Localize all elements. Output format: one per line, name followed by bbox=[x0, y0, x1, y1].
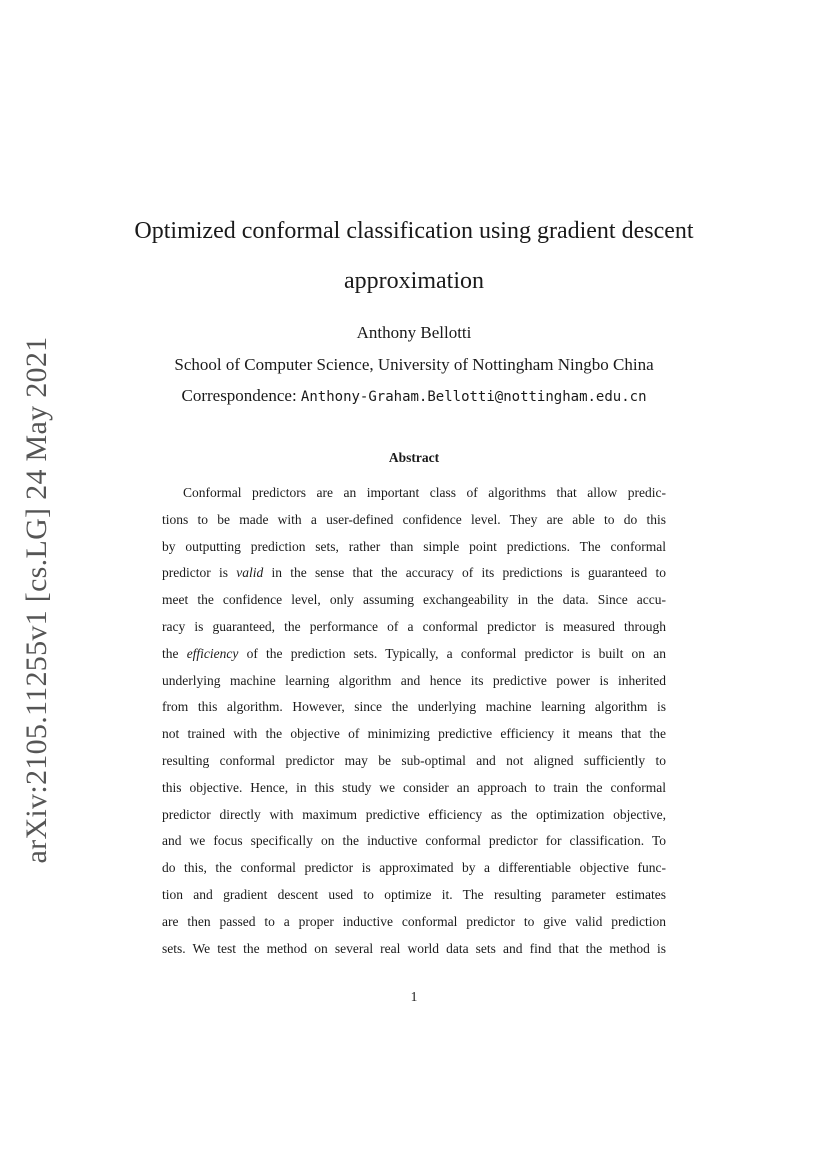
abstract-heading: Abstract bbox=[388, 450, 440, 465]
title-line-2: approximation bbox=[344, 268, 484, 294]
abstract-line: underlying machine learning algorithm and hence its predictive power is inherited bbox=[162, 672, 666, 688]
abstract-line: predictor directly with maximum predictive efficiency as the optimization objective, bbox=[162, 806, 666, 822]
abstract-line: racy is guaranteed, the performance of a conformal predictor is measured through bbox=[162, 618, 666, 634]
author-affiliation: School of Computer Science, University of Nottingham Ningbo China bbox=[174, 355, 654, 374]
page-number: 1 bbox=[410, 989, 418, 1004]
abstract-line: meet the confidence level, only assuming exchangeability in the data. Since accu- bbox=[162, 592, 666, 608]
author-name: Anthony Bellotti bbox=[356, 323, 472, 342]
abstract-line: not trained with the objective of minimizing predictive efficiency it means that the bbox=[162, 726, 666, 742]
abstract-line: from this algorithm. However, since the underlying machine learning algorithm is bbox=[162, 699, 666, 715]
arxiv-stamp: arXiv:2105.11255v1 [cs.LG] 24 May 2021 bbox=[20, 336, 53, 864]
paper-title bbox=[0, 206, 828, 306]
abstract-line: by outputting prediction sets, rather than simple point predictions. The conformal bbox=[162, 538, 666, 554]
abstract-line: resulting conformal predictor may be sub-optimal and not aligned sufficiently to bbox=[162, 752, 666, 768]
correspondence-line bbox=[0, 385, 828, 408]
correspondence-label: Correspondence: bbox=[181, 386, 301, 405]
abstract-line: and we focus specifically on the inductive conformal predictor for classification. To bbox=[162, 833, 666, 849]
abstract-line: are then passed to a proper inductive conformal predictor to give valid prediction bbox=[162, 913, 666, 929]
abstract-line: this objective. Hence, in this study we consider an approach to train the conformal bbox=[162, 779, 666, 795]
abstract-line: Conformal predictors are an important class of algorithms that allow predic- bbox=[183, 485, 666, 500]
title-line-1: Optimized conformal classification using gradient descent bbox=[134, 218, 694, 244]
abstract-line: sets. We test the method on several real world data sets and find that the method is bbox=[162, 940, 666, 956]
abstract-line: predictor is valid in the sense that the accuracy of its predictions is guaranteed to bbox=[162, 565, 666, 581]
abstract-line: do this, the conformal predictor is approximated by a differentiable objective func- bbox=[162, 860, 666, 876]
abstract-line: tion and gradient descent used to optimize it. The resulting parameter estimates bbox=[162, 886, 666, 902]
abstract-body bbox=[162, 484, 666, 966]
correspondence-email[interactable]: Anthony-Graham.Bellotti@nottingham.edu.cn bbox=[300, 389, 647, 405]
abstract-line: the efficiency of the prediction sets. Typically, a conformal predictor is built on an bbox=[162, 645, 666, 661]
abstract-line: tions to be made with a user-defined confidence level. They are able to do this bbox=[162, 511, 666, 527]
